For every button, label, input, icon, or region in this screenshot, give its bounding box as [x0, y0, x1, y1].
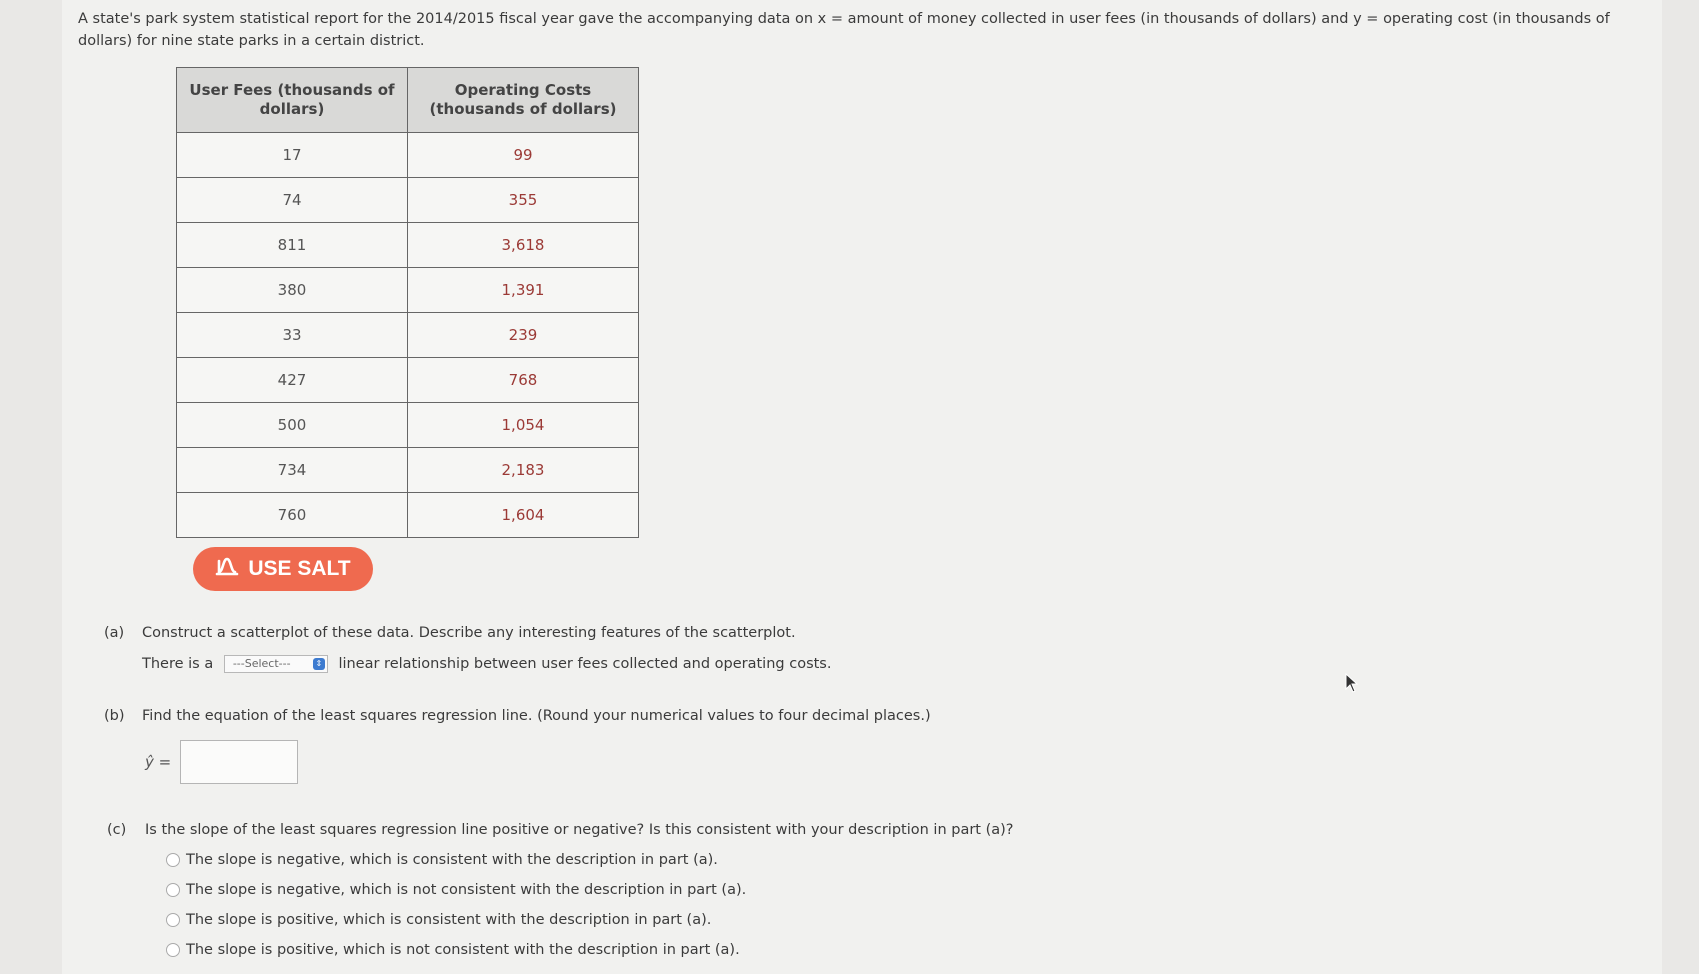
cell-operating-cost: 239: [408, 313, 639, 358]
yhat-label: ŷ =: [145, 753, 172, 771]
slope-option-4[interactable]: [166, 942, 740, 958]
radio-button[interactable]: [166, 853, 180, 867]
part-b-question: [104, 708, 931, 724]
regression-equation-input[interactable]: [180, 740, 298, 784]
cell-user-fee: 760: [177, 493, 408, 538]
radio-button[interactable]: [166, 943, 180, 957]
part-a-question: [104, 625, 796, 641]
use-salt-button[interactable]: [193, 547, 373, 591]
header-user-fees: User Fees (thousands of dollars): [177, 68, 408, 133]
table-row: [177, 448, 639, 493]
table-row: [177, 178, 639, 223]
mouse-pointer-icon: [1345, 673, 1359, 697]
table-row: [177, 223, 639, 268]
cell-operating-cost: 1,054: [408, 403, 639, 448]
option-label: The slope is positive, which is not consistent with the description in part (a).: [186, 942, 740, 958]
table-row: [177, 493, 639, 538]
part-a-suffix: linear relationship between user fees collected and operating costs.: [338, 656, 832, 672]
cell-operating-cost: 3,618: [408, 223, 639, 268]
part-c-tag: (c): [107, 822, 127, 838]
option-label: The slope is negative, which is consistent with the description in part (a).: [186, 852, 718, 868]
part-b-tag: (b): [104, 708, 125, 724]
part-b-text: Find the equation of the least squares regression line. (Round your numerical values to four decimal places.): [142, 708, 931, 724]
data-table: [176, 67, 639, 538]
table-row: [177, 403, 639, 448]
cell-user-fee: 734: [177, 448, 408, 493]
radio-button[interactable]: [166, 883, 180, 897]
table-row: [177, 358, 639, 403]
cell-user-fee: 17: [177, 133, 408, 178]
relationship-select[interactable]: [224, 655, 328, 673]
part-a-prefix: There is a: [142, 656, 214, 672]
select-arrows-icon: ⇕: [313, 658, 325, 670]
relationship-select-value: ---Select---: [232, 657, 291, 670]
table-row: [177, 133, 639, 178]
cell-operating-cost: 768: [408, 358, 639, 403]
cell-user-fee: 500: [177, 403, 408, 448]
part-c-question: [107, 822, 1014, 838]
cell-operating-cost: 2,183: [408, 448, 639, 493]
cell-user-fee: 380: [177, 268, 408, 313]
part-c-text: Is the slope of the least squares regression line positive or negative? Is this consistent with your description in part (a)?: [145, 822, 1014, 838]
use-salt-label: USE SALT: [248, 557, 351, 580]
table-header-row: [177, 68, 639, 133]
cell-user-fee: 33: [177, 313, 408, 358]
cell-user-fee: 74: [177, 178, 408, 223]
slope-option-2[interactable]: [166, 882, 746, 898]
slope-option-3[interactable]: [166, 912, 711, 928]
table-row: [177, 268, 639, 313]
part-a-answer-line: [142, 655, 831, 673]
cell-operating-cost: 1,604: [408, 493, 639, 538]
slope-option-1[interactable]: [166, 852, 718, 868]
cell-operating-cost: 355: [408, 178, 639, 223]
problem-intro: A state's park system statistical report for the 2014/2015 fiscal year gave the accompanying data on x = amount of money collected in user fees (in thousands of dollars) and y = operating cost (in thousands of dollars) for nine state parks in a certain district.: [78, 11, 1610, 49]
part-a-tag: (a): [104, 625, 125, 641]
table-row: [177, 313, 639, 358]
cell-operating-cost: 1,391: [408, 268, 639, 313]
cell-operating-cost: 99: [408, 133, 639, 178]
header-operating-costs: Operating Costs (thousands of dollars): [408, 68, 639, 133]
salt-chart-icon: [215, 556, 239, 582]
radio-button[interactable]: [166, 913, 180, 927]
cell-user-fee: 427: [177, 358, 408, 403]
option-label: The slope is positive, which is consistent with the description in part (a).: [186, 912, 712, 928]
part-a-text: Construct a scatterplot of these data. Describe any interesting features of the scatterplot.: [142, 625, 796, 641]
option-label: The slope is negative, which is not consistent with the description in part (a).: [186, 882, 747, 898]
cell-user-fee: 811: [177, 223, 408, 268]
